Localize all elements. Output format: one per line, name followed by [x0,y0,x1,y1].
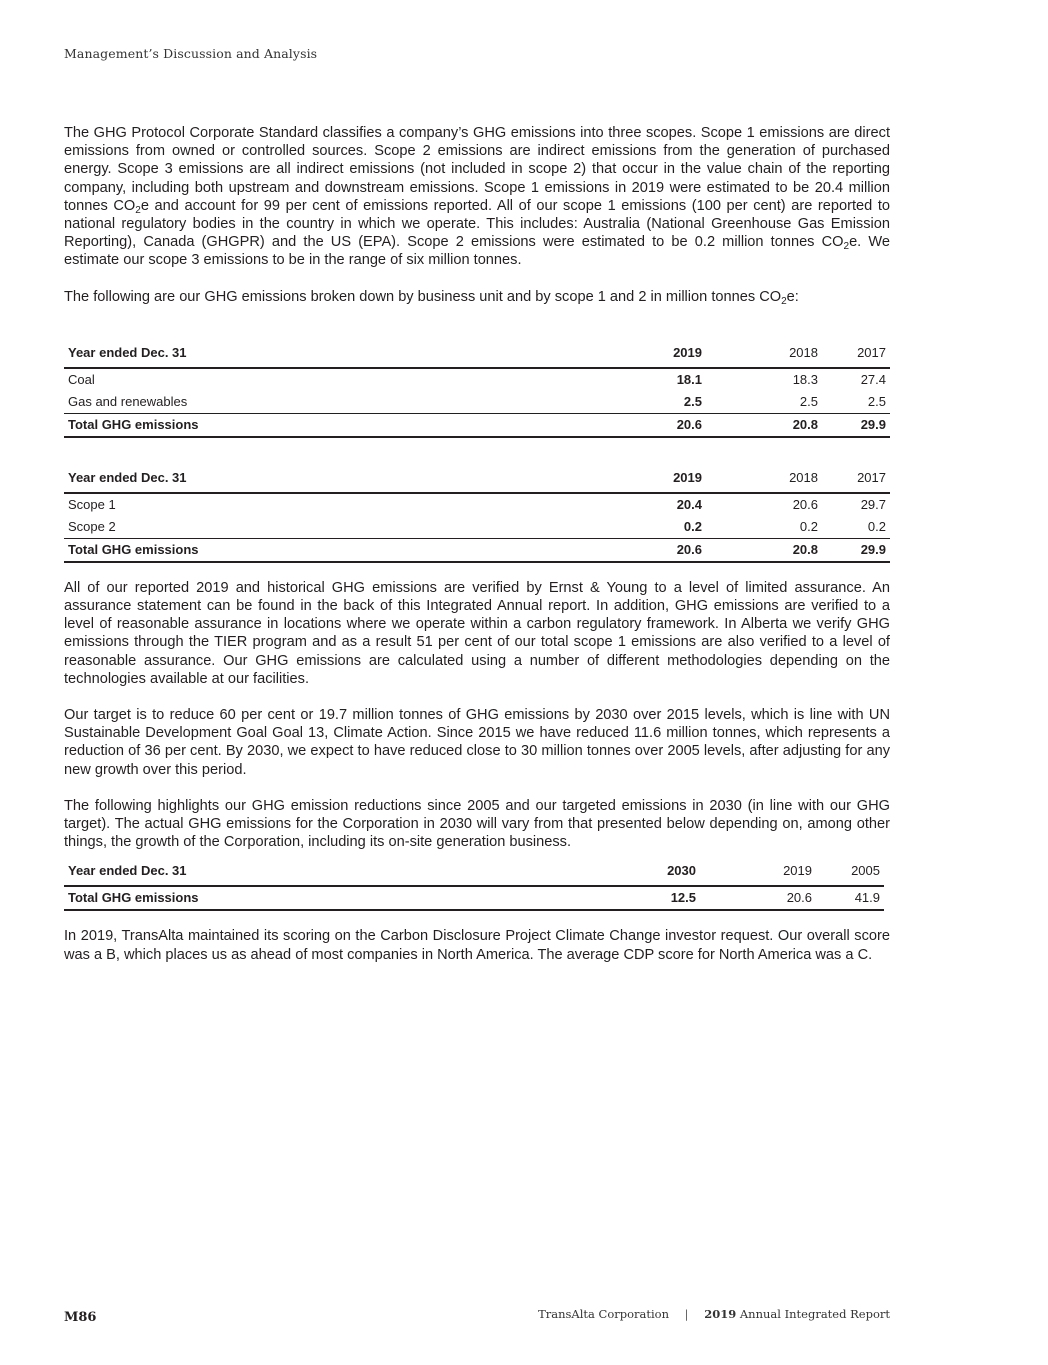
row-label: Scope 2 [64,516,638,539]
row-label: Total GHG emissions [64,413,638,437]
cell: 27.4 [860,371,886,387]
cell: 20.4 [676,496,702,512]
paragraph-verification: All of our reported 2019 and historical GHG emissions are verified by Ernst & Young to a level of limited assurance. An assurance statement can be found in the back of this Integrated Annual report. In addition, GHG emissions are verified to a level of reasonable assurance in locations where we operate within a carbon regulatory framework. In Alberta we verify GHG emissions through the TIER program and as a result 51 per cent of our total scope 1 emissions are also verified to a level of reasonable assurance. Our GHG emissions are calculated using a number of different methodologies depending on the technologies available at our facilities. [64,579,890,687]
text-run: The following are our GHG emissions broken down by business unit and by scope 1 and 2 in million tonnes CO [64,288,782,305]
cell: 20.6 [792,496,818,512]
spacer [706,516,754,539]
spacer [706,368,754,391]
spacer [700,857,748,886]
spacer [706,538,754,562]
subscript: 2 [135,204,141,216]
column-header: 2017 [822,464,890,493]
row-label: Gas and renewables [64,391,638,414]
cell: 20.6 [638,538,706,562]
column-header: 2030 [632,857,700,886]
table-total-row [64,413,890,437]
table-header-row [64,464,890,493]
cell: 20.8 [754,413,822,437]
cell: 29.9 [822,538,890,562]
cell: 2.5 [638,391,706,414]
cell: 20.6 [638,413,706,437]
spacer [706,413,754,437]
table-row [64,493,890,516]
spacer [706,339,754,368]
cell: 18.1 [676,371,702,387]
cell: 20.6 [748,886,816,910]
table-row [64,516,890,539]
column-header: Year ended Dec. 31 [64,464,638,493]
footer-separator: | [684,1307,689,1321]
table-row [64,391,890,414]
column-header: 2019 [748,857,816,886]
running-header: Management’s Discussion and Analysis [64,46,318,61]
target-table [64,857,884,911]
column-header: 2019 [638,464,706,493]
column-header: 2019 [638,339,706,368]
spacer [706,493,754,516]
row-label: Coal [68,371,95,387]
company-name: TransAlta Corporation [538,1307,670,1321]
paragraph-reductions-intro: The following highlights our GHG emission reductions since 2005 and our targeted emissions in 2030 (in line with our GHG target). The actual GHG emissions for the Corporation in 2030 will vary from that presented below depending on, among other things, the growth of the Corporation, including its on-site generation business. [64,797,890,851]
column-header: 2018 [754,339,822,368]
report-year: 2019 [704,1307,737,1321]
cell: 41.9 [816,886,884,910]
cell: 2.5 [822,391,890,414]
cell: 0.2 [822,516,890,539]
cell: 12.5 [632,886,700,910]
page-number: M86 [64,1310,97,1325]
text-run: e and account for 99 per cent of emissions reported. All of our scope 1 emissions (100 per cent) are reported to national regulatory bodies in the country in which we operate. This includes: Australia (National Greenhouse Gas Emission Reporting), Canada (GHGPR) and the US (EPA). Scope 2 emissions were estimated to be 0.2 million tonnes CO [64,197,890,251]
table-row [64,368,890,391]
spacer [706,464,754,493]
paragraph-target: Our target is to reduce 60 per cent or 19.7 million tonnes of GHG emissions by 2030 over 2015 levels, which is line with UN Sustainable Development Goal Goal 13, Climate Action. Since 2015 we have reduced 11.6 million tonnes, which represents a reduction of 36 per cent. By 2030, we expect to have reduced close to 30 million tonnes over 2005 levels, after adjusting for any new growth over this period. [64,707,890,778]
table-header-row [64,857,884,886]
column-header: Year ended Dec. 31 [64,857,632,886]
scope-table [64,464,890,563]
business-unit-table [64,339,890,438]
column-header: 2018 [754,464,822,493]
text-run: e: [786,288,799,305]
spacer [700,886,748,910]
footer-report-info [538,1307,890,1321]
cell: 29.7 [860,496,886,512]
text-run: e. We estimate our scope 3 emissions to be in the range of six million tonnes. [64,234,890,269]
cell: 0.2 [638,516,706,539]
document-body [64,124,890,964]
spacer [706,391,754,414]
paragraph-breakdown-intro [64,288,890,306]
cell: 20.8 [754,538,822,562]
row-label: Scope 1 [68,496,116,512]
paragraph-scopes [64,124,890,270]
text-run: The GHG Protocol Corporate Standard classifies a company’s GHG emissions into three scopes. Scope 1 emissions are direct emissions from owned or controlled sources. Scope 2 emissions are indirect emissions from the generation of purchased energy. Scope 3 emissions are all indirect emissions (not included in scope 2) that occur in the value chain of the reporting company, including both upstream and downstream emissions. Scope 1 emissions in 2019 were estimated to be 20.4 million tonnes CO [64,125,890,214]
row-label: Total GHG emissions [64,886,632,910]
cell: 2.5 [754,391,822,414]
table-total-row [64,538,890,562]
cell: 0.2 [754,516,822,539]
table-total-row [64,886,884,910]
column-header: 2005 [816,857,884,886]
cell: 18.3 [792,371,818,387]
column-header: Year ended Dec. 31 [64,339,638,368]
subscript: 2 [781,295,787,307]
page-footer [64,1306,890,1325]
paragraph-cdp-score: In 2019, TransAlta maintained its scoring on the Carbon Disclosure Project Climate Change investor request. Our overall score was a B, which places us as ahead of most companies in North America. The average CDP score for North America was a C. [64,928,890,963]
subscript: 2 [843,241,850,253]
cell: 29.9 [822,413,890,437]
table-header-row [64,339,890,368]
report-title: Annual Integrated Report [739,1307,890,1321]
row-label: Total GHG emissions [64,538,638,562]
column-header: 2017 [822,339,890,368]
